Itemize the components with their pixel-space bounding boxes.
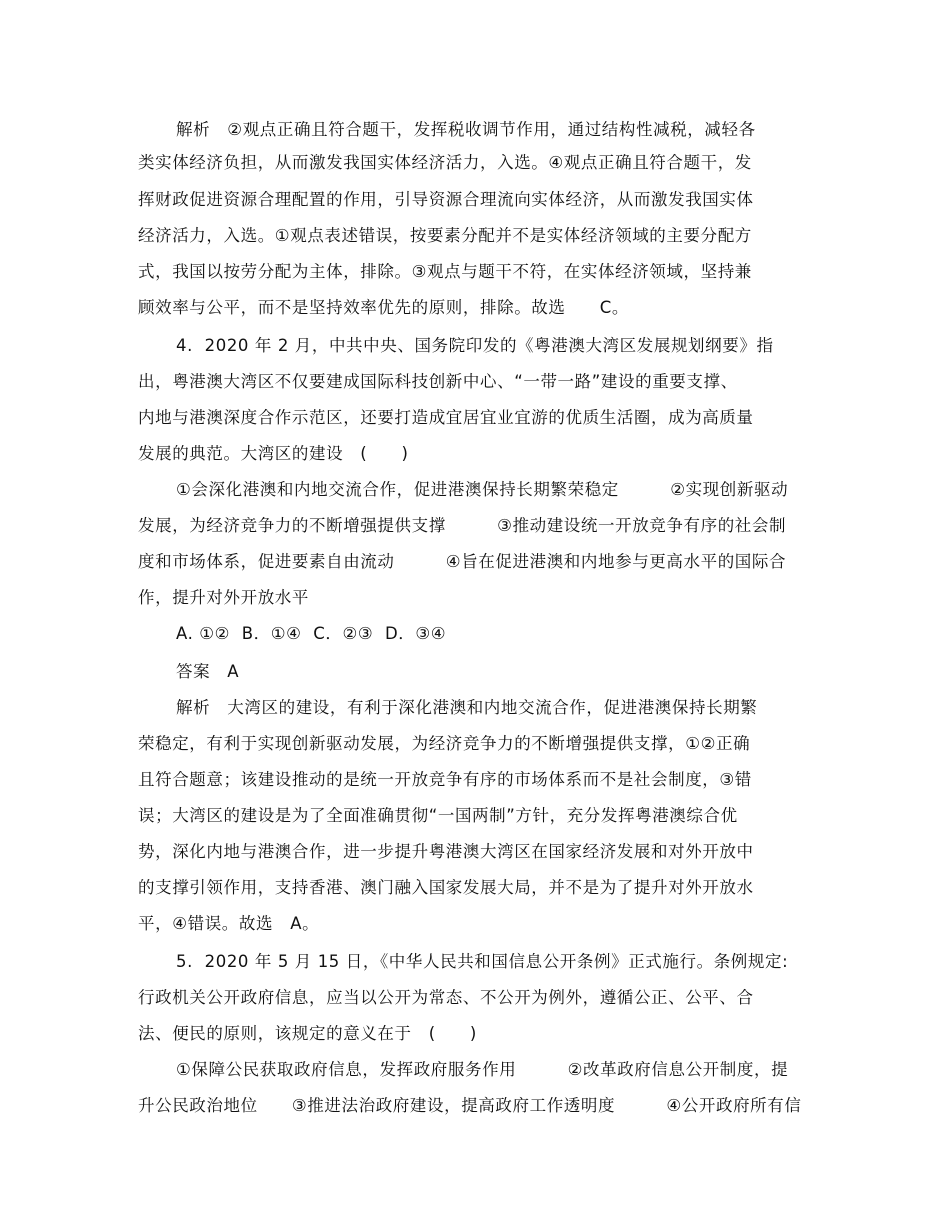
text-line: 且符合题意；该建设推动的是统一开放竞争有序的市场体系而不是社会制度，③错 — [138, 770, 752, 789]
text-line: 内地与港澳深度合作示范区，还要打造成宜居宜业宜游的优质生活圈，成为高质量 — [138, 408, 754, 427]
text-line: 的支撑引领作用，支持香港、澳门融入国家发展大局，并不是为了提升对外开放水 — [138, 878, 754, 897]
option-statements: ①会深化港澳和内地交流合作，促进港澳保持长期繁荣稳定 ②实现创新驱动 — [176, 480, 789, 499]
text-line: 荣稳定，有利于实现创新驱动发展，为经济竞争力的不断增强提供支撑，①②正确 — [138, 734, 751, 753]
text-line: 挥财政促进资源合理配置的作用，引导资源合理流向实体经济，从而激发我国实体 — [138, 190, 754, 209]
text-line: 升公民政治地位 ③推进法治政府建设，提高政府工作透明度 ④公开政府所有信 — [138, 1096, 802, 1115]
answer-label: 答案 A — [176, 662, 240, 681]
text-line: 出，粤港澳大湾区不仅要建成国际科技创新中心、“一带一路”建设的重要支撑、 — [138, 372, 738, 391]
option-statements: ①保障公民获取政府信息，发挥政府服务作用 ②改革政府信息公开制度，提 — [176, 1060, 789, 1079]
answer-choices: A. ①② B．①④ C．②③ D．③④ — [176, 624, 447, 643]
question-4-stem: 4. 2020 年 2 月，中共中央、国务院印发的《粤港澳大湾区发展规划纲要》指 — [176, 336, 774, 355]
analysis-paragraph: 解析 大湾区的建设，有利于深化港澳和内地交流合作，促进港澳保持长期繁 — [176, 698, 758, 717]
text-line: 解析 ②观点正确且符合题干，发挥税收调节作用，通过结构性减税，减轻各 — [176, 120, 756, 139]
text-line: 势，深化内地与港澳合作，进一步提升粤港澳大湾区在国家经济发展和对外开放中 — [138, 842, 754, 861]
text-line: 经济活力，入选。①观点表述错误，按要素分配并不是实体经济领域的主要分配方 — [138, 226, 752, 245]
text-line: 平，④错误。故选 A。 — [138, 914, 320, 933]
text-line: 类实体经济负担，从而激发我国实体经济活力，入选。④观点正确且符合题干，发 — [138, 153, 752, 172]
text-line: 发展的典范。大湾区的建设 ( ) — [138, 444, 409, 463]
text-line: 法、便民的原则，该规定的意义在于 ( ) — [138, 1024, 477, 1043]
text-line: 式，我国以按劳分配为主体，排除。③观点与题干不符，在实体经济领域，坚持兼 — [138, 262, 752, 281]
text-line: 行政机关公开政府信息，应当以公开为常态、不公开为例外，遵循公正、公平、合 — [138, 988, 754, 1007]
text-line: 顾效率与公平，而不是坚持效率优先的原则，排除。故选 C。 — [138, 298, 629, 317]
question-5-stem: 5. 2020 年 5 月 15 日，《中华人民共和国信息公开条例》正式施行。条例规定: — [176, 952, 789, 971]
text-line: 度和市场体系，促进要素自由流动 ④旨在促进港澳和内地参与更高水平的国际合 — [138, 552, 787, 571]
text-line: 作，提升对外开放水平 — [138, 588, 309, 607]
text-line: 误；大湾区的建设是为了全面准确贯彻“一国两制”方针，充分发挥粤港澳综合优 — [138, 806, 738, 825]
text-line: 发展，为经济竞争力的不断增强提供支撑 ③推动建设统一开放竞争有序的社会制 — [138, 516, 787, 535]
